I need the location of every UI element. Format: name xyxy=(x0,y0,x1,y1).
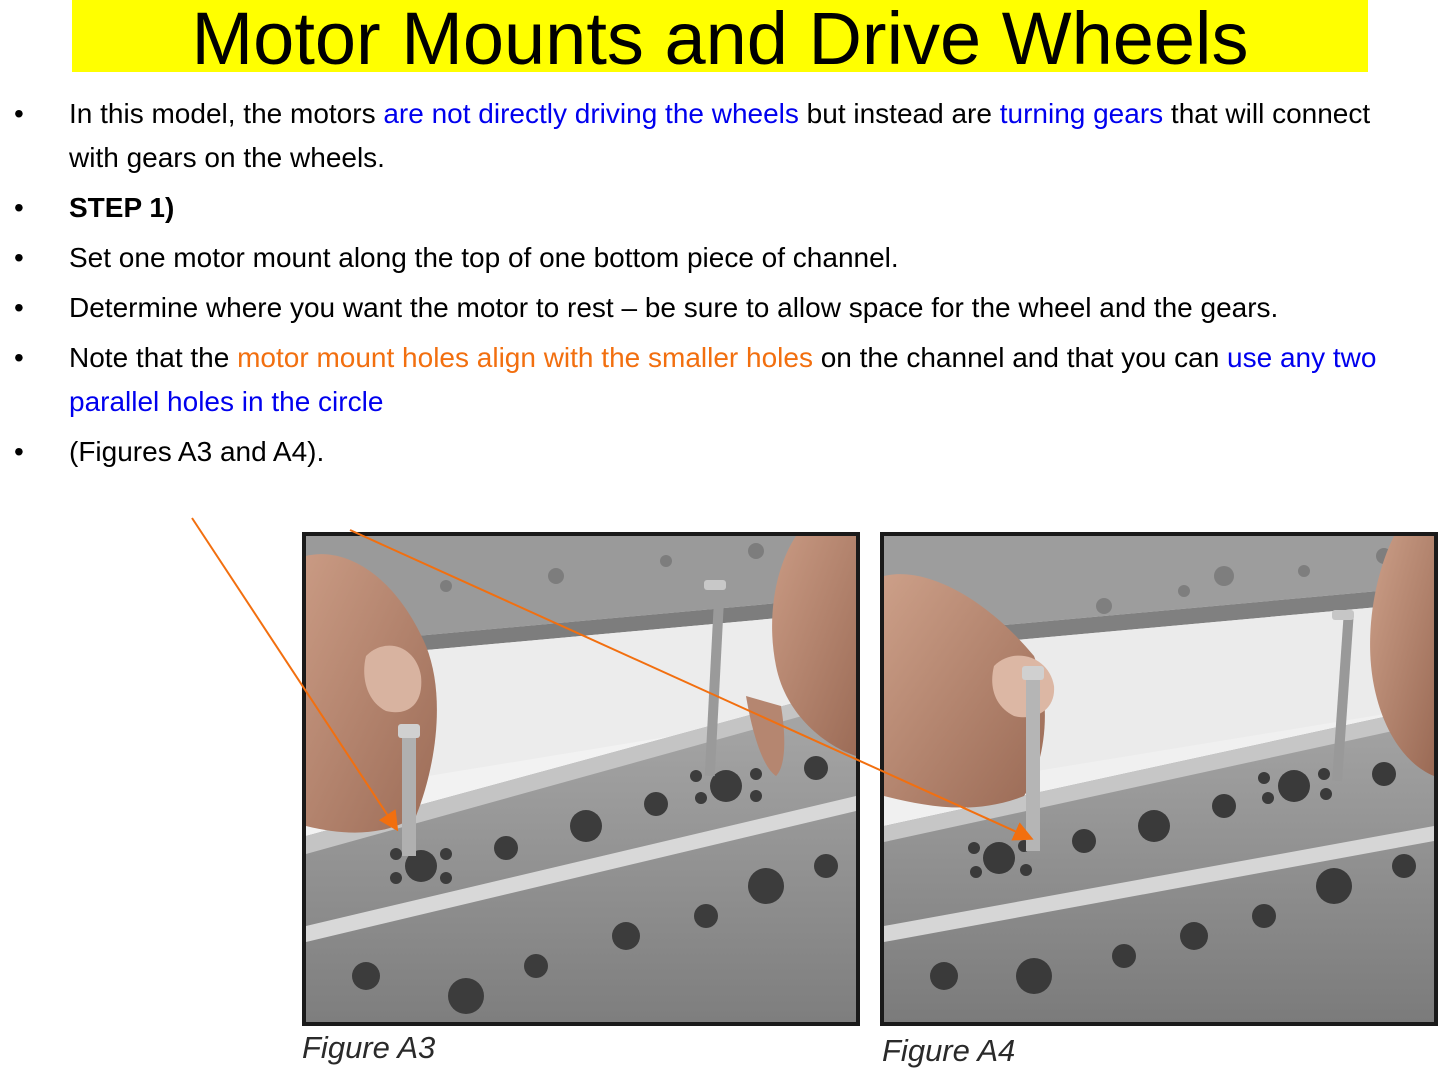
bullet-dot: • xyxy=(14,436,24,467)
title-banner xyxy=(72,0,1368,72)
figure-a3-caption: Figure A3 xyxy=(302,1030,436,1065)
figure-a3-photo xyxy=(302,532,860,1026)
bullet-item xyxy=(0,92,1440,180)
bullet-text-segment: In this model, the motors xyxy=(69,98,384,129)
bullet-dot: • xyxy=(14,342,24,373)
bullet-list xyxy=(0,92,1440,480)
bullet-dot: • xyxy=(14,292,24,323)
bullet-text-segment: on the channel and that you can xyxy=(812,342,1228,373)
bullet-dot: • xyxy=(14,98,24,129)
page-title: Motor Mounts and Drive Wheels xyxy=(191,0,1249,72)
figure-a4-caption: Figure A4 xyxy=(882,1033,1016,1068)
bullet-text-segment: Determine where you want the motor to rest – be sure to allow space for the wheel and the gears. xyxy=(69,292,1279,323)
bullet-dot: • xyxy=(14,242,24,273)
figure-a3-illustration xyxy=(306,536,856,1022)
bullet-item xyxy=(0,236,1440,280)
bullet-text-segment: (Figures A3 and A4). xyxy=(69,436,325,467)
bullet-text-segment: are not directly driving the wheels xyxy=(383,98,799,129)
bullet-text-segment: motor mount holes align with the smaller holes xyxy=(237,342,813,373)
bullet-text-segment: Note that the xyxy=(69,342,238,373)
bullet-text-segment: that will connect with gears on the wheels. xyxy=(69,98,1371,173)
bullet-text-segment: turning gears xyxy=(999,98,1164,129)
figure-a4-illustration xyxy=(884,536,1434,1022)
bullet-item xyxy=(0,430,1440,474)
bullet-text-segment: but instead are xyxy=(798,98,1000,129)
bullet-item xyxy=(0,286,1440,330)
bullet-text-segment: use any two parallel holes in the circle xyxy=(69,342,1377,417)
bullet-item xyxy=(0,336,1440,424)
bullet-text-segment: Set one motor mount along the top of one bottom piece of channel. xyxy=(69,242,899,273)
bullet-item xyxy=(0,186,1440,230)
figure-a4-photo xyxy=(880,532,1438,1026)
bullet-text-segment: STEP 1) xyxy=(69,192,175,223)
bullet-dot: • xyxy=(14,192,24,223)
